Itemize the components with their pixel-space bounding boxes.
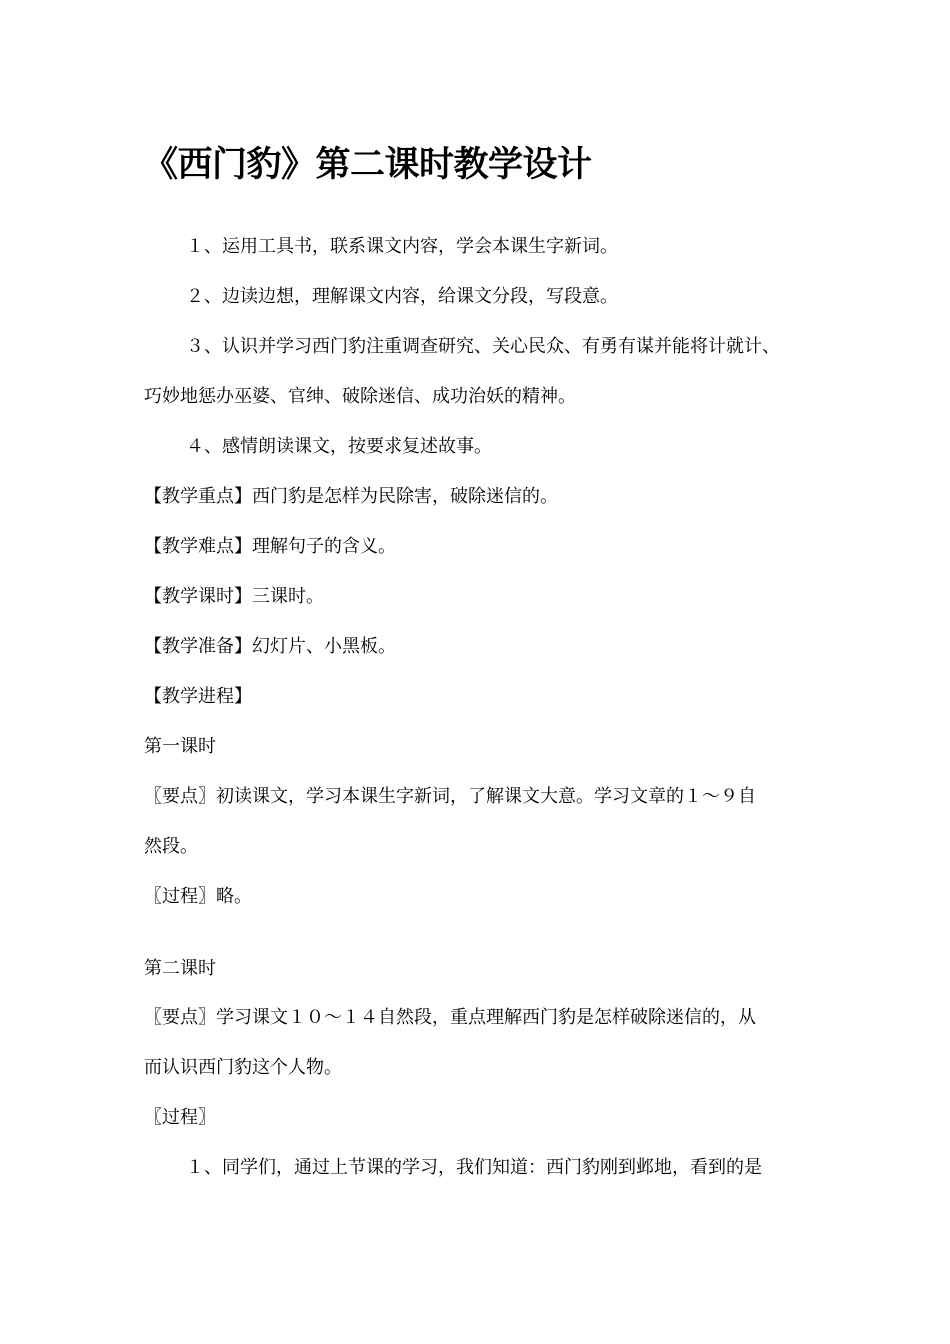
- objective-3: ３、认识并学习西门豹注重调查研究、关心民众、有勇有谋并能将计就计、: [186, 336, 780, 357]
- lesson1-process: 〖过程〗略。: [144, 886, 252, 907]
- teaching-preparation: 【教学准备】幻灯片、小黑板。: [144, 636, 396, 657]
- difficulty: 【教学难点】理解句子的含义。: [144, 536, 396, 557]
- document-title: 《西门豹》第二课时教学设计: [143, 145, 592, 185]
- lesson2-heading: 第二课时: [144, 958, 216, 979]
- lesson2-process-label: 〖过程〗: [144, 1107, 216, 1128]
- objective-1: １、运用工具书，联系课文内容，学会本课生字新词。: [186, 236, 618, 257]
- process-heading: 【教学进程】: [144, 686, 252, 707]
- lesson1-key-point: 〖要点〗初读课文，学习本课生字新词，了解课文大意。学习文章的１～９自: [144, 786, 756, 807]
- key-point: 【教学重点】西门豹是怎样为民除害，破除迷信的。: [144, 486, 558, 507]
- lesson1-key-point-continued: 然段。: [144, 836, 198, 857]
- teaching-hours: 【教学课时】三课时。: [144, 586, 324, 607]
- lesson2-key-point: 〖要点〗学习课文１０～１４自然段，重点理解西门豹是怎样破除迷信的，从: [144, 1007, 756, 1028]
- objective-4: ４、感情朗读课文，按要求复述故事。: [186, 436, 492, 457]
- objective-2: ２、边读边想，理解课文内容，给课文分段，写段意。: [186, 286, 618, 307]
- objective-3-continued: 巧妙地惩办巫婆、官绅、破除迷信、成功治妖的精神。: [144, 386, 576, 407]
- lesson1-heading: 第一课时: [144, 736, 216, 757]
- lesson2-key-point-continued: 而认识西门豹这个人物。: [144, 1057, 342, 1078]
- lesson2-step-1: １、同学们，通过上节课的学习，我们知道：西门豹刚到邺地，看到的是: [186, 1157, 762, 1178]
